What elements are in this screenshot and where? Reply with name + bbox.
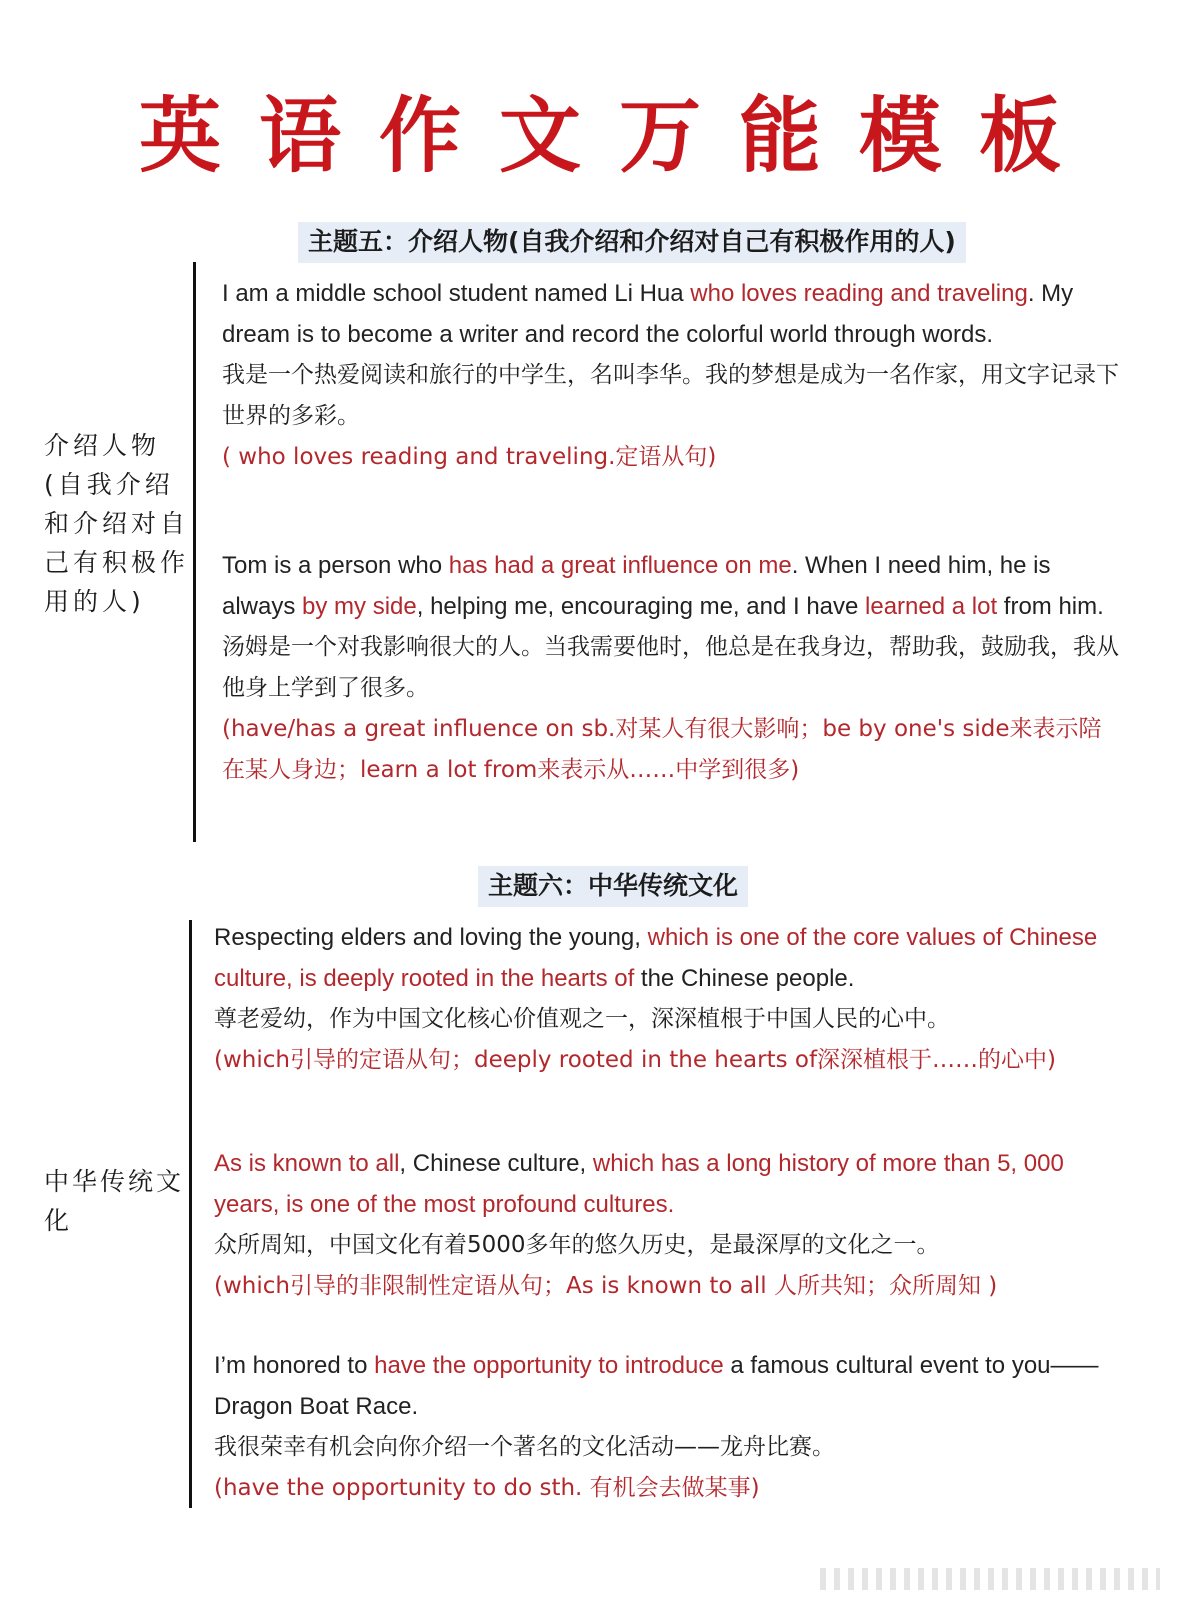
english-text: , Chinese culture,	[399, 1150, 593, 1177]
theme6-divider-line	[189, 920, 192, 1508]
highlight-phrase: who loves reading and traveling	[690, 280, 1028, 307]
english-text: , helping me, encouraging me, and I have	[416, 593, 866, 620]
english-text: I’m honored to	[214, 1352, 375, 1379]
highlight-phrase: has had a great influence on me	[448, 552, 792, 579]
chinese-translation: 我很荣幸有机会向你介绍一个著名的文化活动——龙舟比赛。	[214, 1434, 835, 1460]
theme5-heading: 主题五：介绍人物(自我介绍和介绍对自己有积极作用的人)	[298, 222, 966, 263]
chinese-translation: 尊老爱幼，作为中国文化核心价值观之一，深深植根于中国人民的心中。	[214, 1006, 950, 1032]
english-sentence	[214, 1143, 1122, 1225]
theme6-example-1	[214, 917, 1122, 1081]
english-text: from him.	[997, 593, 1104, 620]
english-text: I am a middle school student named Li Hua	[222, 280, 691, 307]
grammar-note: (which引导的定语从句；deeply rooted in the hearts of深深植根于……的心中)	[214, 1047, 1057, 1073]
theme6-example-3	[214, 1345, 1122, 1509]
grammar-note: (have the opportunity to do sth. 有机会去做某事)	[214, 1475, 760, 1501]
grammar-note: (which引导的非限制性定语从句；As is known to all 人所共知；众所周知 )	[214, 1273, 998, 1299]
english-text: Tom is a person who	[222, 552, 449, 579]
theme5-divider-line	[193, 262, 196, 842]
watermark-mark	[820, 1568, 1160, 1590]
theme6-side-label: 中华传统文 化	[44, 1167, 185, 1235]
grammar-note: (have/has a great influence on sb.对某人有很大影响；be by one's side来表示陪在某人身边；learn a lot from来表示从……中学到很多)	[222, 716, 1102, 783]
theme5-example-2	[222, 545, 1122, 791]
english-text: the Chinese people.	[634, 965, 855, 992]
english-text: . My dream is to become a writer and record the colorful world through words.	[222, 280, 1074, 348]
theme5-side-label: 介绍人物 (自我介绍 和介绍对自 己有积极作 用的人)	[44, 431, 190, 616]
highlight-phrase: which has a long history of more than 5, 000 years, is one of the most profound cultures.	[214, 1150, 1064, 1218]
theme6-example-2	[214, 1143, 1122, 1307]
theme5-example-1	[222, 273, 1122, 478]
chinese-translation: 众所周知，中国文化有着5000多年的悠久历史，是最深厚的文化之一。	[214, 1232, 940, 1258]
highlight-phrase: which is one of the core values of Chinese culture, is deeply rooted in the hearts of	[214, 924, 1098, 992]
english-sentence	[222, 545, 1122, 627]
english-text: a famous cultural event to you—— Dragon Boat Race.	[214, 1352, 1099, 1420]
page-title: 英语作文万能模板	[138, 89, 1099, 184]
english-text: Respecting elders and loving the young,	[214, 924, 648, 951]
english-text: . When I need him, he is always	[222, 552, 1051, 620]
highlight-phrase: As is known to all	[214, 1150, 400, 1177]
english-sentence	[214, 917, 1122, 999]
english-sentence	[222, 273, 1122, 355]
highlight-phrase: have the opportunity to introduce	[374, 1352, 724, 1379]
chinese-translation: 汤姆是一个对我影响很大的人。当我需要他时，他总是在我身边，帮助我，鼓励我，我从他身上学到了很多。	[222, 634, 1119, 701]
highlight-phrase: by my side	[302, 593, 417, 620]
english-sentence	[214, 1345, 1122, 1427]
grammar-note: ( who loves reading and traveling.定语从句)	[222, 444, 717, 470]
highlight-phrase: learned a lot	[865, 593, 998, 620]
theme6-heading: 主题六：中华传统文化	[478, 866, 748, 907]
chinese-translation: 我是一个热爱阅读和旅行的中学生，名叫李华。我的梦想是成为一名作家，用文字记录下世界的多彩。	[222, 362, 1119, 429]
